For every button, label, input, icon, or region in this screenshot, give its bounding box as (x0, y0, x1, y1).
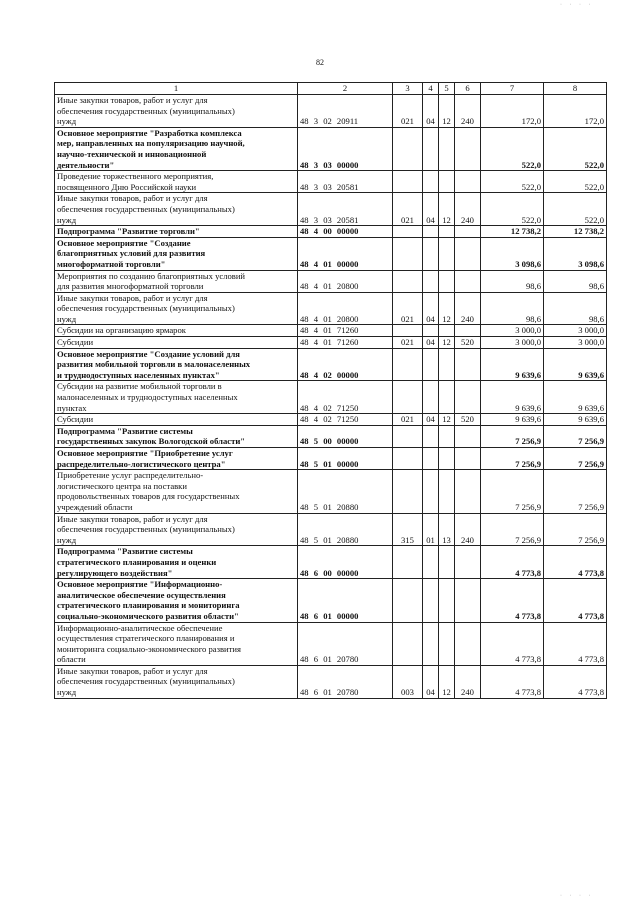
item-name-line: Субсидии (57, 337, 94, 348)
cell-amount-7: 7 256,9 (481, 448, 544, 470)
cell-col-5 (439, 348, 455, 381)
cell-amount-8: 3 000,0 (544, 325, 607, 337)
cell-code: 48 6 00 00000 (298, 546, 393, 579)
cell-item-name (55, 513, 298, 546)
table-row (55, 226, 607, 238)
cell-col-6 (455, 546, 481, 579)
cell-col-6 (455, 270, 481, 292)
cell-col-4 (423, 325, 439, 337)
item-name-line: посвященного Дню Российской науки (57, 181, 197, 192)
cell-item-name (55, 127, 298, 170)
item-name-line: благоприятных условий для развития (57, 248, 206, 259)
cell-code: 48 4 00 00000 (298, 226, 393, 238)
cell-item-name (55, 348, 298, 381)
cell-amount-7: 3 000,0 (481, 325, 544, 337)
item-name-line: обеспечения государственных (муниципальных) (57, 524, 235, 535)
cell-item-name (55, 292, 298, 325)
header-col-6: 6 (455, 83, 481, 95)
item-name-line: нужд (57, 534, 77, 545)
cell-col-6: 520 (455, 337, 481, 349)
item-name-line: Иные закупки товаров, работ и услуг для (57, 513, 208, 524)
cell-amount-8: 522,0 (544, 171, 607, 193)
item-name-line: Основное мероприятие "Информационно- (57, 579, 223, 590)
item-name-line: стратегического планирования и мониторинга (57, 600, 240, 611)
cell-col-5: 13 (439, 513, 455, 546)
cell-col-4: 04 (423, 337, 439, 349)
cell-item-name (55, 448, 298, 470)
cell-item-name (55, 470, 298, 513)
cell-amount-8: 522,0 (544, 193, 607, 226)
item-name-line: малонаселенных и труднодоступных населенных (57, 392, 238, 403)
cell-code: 48 3 02 20911 (298, 95, 393, 128)
item-name-line: Информационно-аналитическое обеспечение (57, 622, 223, 633)
cell-col-4 (423, 579, 439, 622)
cell-item-name (55, 270, 298, 292)
cell-amount-7: 12 738,2 (481, 226, 544, 238)
cell-amount-8: 4 773,8 (544, 546, 607, 579)
item-name-line: обеспечения государственных (муниципальных) (57, 105, 235, 116)
cell-col-4: 04 (423, 414, 439, 426)
table-row (55, 95, 607, 128)
cell-col-3 (393, 127, 423, 170)
cell-item-name (55, 579, 298, 622)
cell-amount-7: 522,0 (481, 127, 544, 170)
page-number: 82 (316, 58, 324, 67)
cell-col-3: 021 (393, 414, 423, 426)
cell-col-6: 240 (455, 95, 481, 128)
cell-amount-7: 3 098,6 (481, 237, 544, 270)
cell-col-3: 021 (393, 292, 423, 325)
cell-col-6: 520 (455, 414, 481, 426)
cell-col-6: 240 (455, 665, 481, 698)
cell-col-6 (455, 579, 481, 622)
cell-col-5 (439, 579, 455, 622)
item-name-line: и труднодоступных населенных пунктах" (57, 369, 220, 380)
item-name-line: пунктах (57, 402, 87, 413)
cell-col-4 (423, 348, 439, 381)
item-name-line: Основное мероприятие "Разработка комплекса (57, 127, 242, 138)
header-col-4: 4 (423, 83, 439, 95)
item-name-line: Субсидии на развитие мобильной торговли в (57, 381, 222, 392)
table-row (55, 337, 607, 349)
item-name-line: Подпрограмма "Развитие системы (57, 546, 193, 557)
cell-item-name (55, 381, 298, 414)
header-col-2: 2 (298, 83, 393, 95)
item-name-line: стратегического планирования и оценки (57, 556, 217, 567)
cell-col-6 (455, 425, 481, 447)
header-col-8: 8 (544, 83, 607, 95)
table-row (55, 193, 607, 226)
item-name-line: научно-технической и инновационной (57, 148, 207, 159)
cell-item-name (55, 622, 298, 665)
cell-amount-7: 4 773,8 (481, 546, 544, 579)
cell-item-name (55, 226, 298, 238)
cell-col-6 (455, 381, 481, 414)
header-col-5: 5 (439, 83, 455, 95)
item-name-line: Иные закупки товаров, работ и услуг для (57, 292, 208, 303)
cell-code: 48 5 01 00000 (298, 448, 393, 470)
cell-col-3 (393, 226, 423, 238)
cell-amount-7: 172,0 (481, 95, 544, 128)
item-name-line: государственных закупок Вологодской области" (57, 436, 246, 447)
cell-col-6 (455, 622, 481, 665)
cell-col-3 (393, 270, 423, 292)
cell-col-3: 021 (393, 337, 423, 349)
cell-item-name (55, 171, 298, 193)
table-row (55, 414, 607, 426)
cell-item-name (55, 414, 298, 426)
item-name-line: нужд (57, 214, 77, 225)
cell-col-5 (439, 237, 455, 270)
cell-item-name (55, 193, 298, 226)
cell-col-4 (423, 622, 439, 665)
table-row (55, 348, 607, 381)
table-row (55, 325, 607, 337)
cell-col-4: 04 (423, 193, 439, 226)
table-row (55, 448, 607, 470)
item-name-line: обеспечения государственных (муниципальных) (57, 203, 235, 214)
cell-col-5 (439, 470, 455, 513)
cell-code: 48 5 00 00000 (298, 425, 393, 447)
cell-code: 48 4 01 20800 (298, 292, 393, 325)
cell-code: 48 4 01 00000 (298, 237, 393, 270)
cell-amount-7: 7 256,9 (481, 470, 544, 513)
item-name-line: области (57, 654, 86, 665)
cell-col-4 (423, 546, 439, 579)
item-name-line: многоформатной торговли" (57, 258, 166, 269)
cell-code: 48 5 01 20880 (298, 513, 393, 546)
cell-amount-8: 98,6 (544, 270, 607, 292)
cell-col-5 (439, 546, 455, 579)
cell-col-3 (393, 325, 423, 337)
cell-col-5 (439, 270, 455, 292)
cell-col-3 (393, 622, 423, 665)
cell-col-6 (455, 127, 481, 170)
item-name-line: для развития многоформатной торговли (57, 281, 204, 292)
cell-item-name (55, 546, 298, 579)
cell-col-6 (455, 226, 481, 238)
cell-col-3 (393, 171, 423, 193)
table-row (55, 470, 607, 513)
item-name-line: учреждений области (57, 501, 133, 512)
cell-col-3: 315 (393, 513, 423, 546)
cell-item-name (55, 337, 298, 349)
cell-amount-8: 12 738,2 (544, 226, 607, 238)
item-name-line: нужд (57, 313, 77, 324)
cell-amount-8: 9 639,6 (544, 348, 607, 381)
cell-col-4 (423, 270, 439, 292)
cell-code: 48 3 03 20581 (298, 193, 393, 226)
cell-col-4 (423, 127, 439, 170)
cell-col-3 (393, 425, 423, 447)
item-name-line: социально-экономического развития области" (57, 610, 239, 621)
cell-col-3: 021 (393, 193, 423, 226)
cell-col-4: 04 (423, 292, 439, 325)
cell-col-3 (393, 348, 423, 381)
cell-col-5 (439, 226, 455, 238)
cell-amount-8: 7 256,9 (544, 448, 607, 470)
item-name-line: мониторинга социально-экономического развития (57, 643, 241, 654)
cell-col-3 (393, 448, 423, 470)
item-name-line: нужд (57, 687, 77, 698)
item-name-line: аналитическое обеспечение осуществления (57, 589, 226, 600)
cell-code: 48 4 01 71260 (298, 337, 393, 349)
cell-amount-7: 522,0 (481, 171, 544, 193)
cell-amount-7: 9 639,6 (481, 414, 544, 426)
cell-code: 48 3 03 20581 (298, 171, 393, 193)
cell-col-5 (439, 325, 455, 337)
cell-col-6: 240 (455, 193, 481, 226)
item-name-line: нужд (57, 116, 77, 127)
scan-mark-bottom: · · · · (560, 893, 594, 899)
item-name-line: продовольственных товаров для государственных (57, 491, 240, 502)
cell-code: 48 6 01 20780 (298, 665, 393, 698)
cell-item-name (55, 325, 298, 337)
cell-col-4 (423, 237, 439, 270)
cell-amount-8: 522,0 (544, 127, 607, 170)
item-name-line: деятельности" (57, 159, 115, 170)
budget-table (54, 82, 607, 699)
cell-col-6: 240 (455, 292, 481, 325)
table-row (55, 292, 607, 325)
item-name-line: Субсидии на организацию ярмарок (57, 325, 186, 336)
cell-code: 48 5 01 20880 (298, 470, 393, 513)
cell-amount-7: 98,6 (481, 270, 544, 292)
cell-col-3 (393, 237, 423, 270)
table-header-row (55, 83, 607, 95)
cell-code: 48 4 01 20800 (298, 270, 393, 292)
item-name-line: Основное мероприятие "Создание условий для (57, 348, 240, 359)
item-name-line: Основное мероприятие "Создание (57, 237, 191, 248)
item-name-line: Приобретение услуг распределительно- (57, 470, 204, 481)
cell-col-5: 12 (439, 193, 455, 226)
item-name-line: осуществления стратегического планирования и (57, 633, 235, 644)
item-name-line: Основное мероприятие "Приобретение услуг (57, 448, 233, 458)
cell-col-5: 12 (439, 292, 455, 325)
cell-amount-8: 7 256,9 (544, 513, 607, 546)
table-row (55, 171, 607, 193)
cell-item-name (55, 425, 298, 447)
cell-amount-8: 4 773,8 (544, 665, 607, 698)
item-name-line: мер, направленных на популяризацию научной, (57, 138, 245, 149)
item-name-line: развития мобильной торговли в малонаселенных (57, 359, 251, 370)
cell-amount-7: 3 000,0 (481, 337, 544, 349)
cell-col-5: 12 (439, 95, 455, 128)
item-name-line: Подпрограмма "Развитие системы (57, 425, 193, 436)
cell-col-5 (439, 127, 455, 170)
item-name-line: Мероприятия по созданию благоприятных условий (57, 270, 246, 281)
header-col-7: 7 (481, 83, 544, 95)
item-name-line: распределительно-логистического центра" (57, 458, 226, 469)
cell-amount-7: 4 773,8 (481, 622, 544, 665)
cell-col-4 (423, 381, 439, 414)
cell-col-4: 04 (423, 95, 439, 128)
table-row (55, 665, 607, 698)
cell-amount-7: 98,6 (481, 292, 544, 325)
cell-amount-8: 9 639,6 (544, 414, 607, 426)
cell-col-3: 003 (393, 665, 423, 698)
cell-amount-8: 172,0 (544, 95, 607, 128)
cell-item-name (55, 95, 298, 128)
cell-col-5: 12 (439, 665, 455, 698)
table-row (55, 546, 607, 579)
cell-amount-8: 3 000,0 (544, 337, 607, 349)
scan-mark-top: · · · · (560, 2, 594, 8)
item-name-line: Проведение торжественного мероприятия, (57, 171, 214, 182)
item-name-line: Подпрограмма "Развитие торговли" (57, 226, 200, 237)
cell-col-4 (423, 171, 439, 193)
cell-col-4 (423, 470, 439, 513)
header-col-1: 1 (55, 83, 298, 95)
cell-col-6 (455, 348, 481, 381)
cell-col-6 (455, 237, 481, 270)
cell-col-4: 04 (423, 665, 439, 698)
item-name-line: Иные закупки товаров, работ и услуг для (57, 193, 208, 204)
cell-code: 48 4 02 00000 (298, 348, 393, 381)
cell-amount-7: 9 639,6 (481, 348, 544, 381)
cell-col-5 (439, 425, 455, 447)
cell-amount-7: 7 256,9 (481, 425, 544, 447)
cell-amount-8: 7 256,9 (544, 470, 607, 513)
cell-amount-8: 3 098,6 (544, 237, 607, 270)
item-name-line: обеспечения государственных (муниципальных) (57, 303, 235, 314)
cell-col-6 (455, 470, 481, 513)
cell-code: 48 3 03 00000 (298, 127, 393, 170)
cell-amount-7: 7 256,9 (481, 513, 544, 546)
cell-col-3 (393, 579, 423, 622)
table-row (55, 270, 607, 292)
table-row (55, 425, 607, 447)
cell-col-5 (439, 448, 455, 470)
item-name-line: Иные закупки товаров, работ и услуг для (57, 665, 208, 676)
item-name-line: Субсидии (57, 414, 94, 425)
cell-amount-7: 9 639,6 (481, 381, 544, 414)
cell-col-6 (455, 448, 481, 470)
cell-col-4 (423, 226, 439, 238)
table-row (55, 622, 607, 665)
cell-item-name (55, 665, 298, 698)
cell-col-3: 021 (393, 95, 423, 128)
table-row (55, 127, 607, 170)
cell-col-3 (393, 470, 423, 513)
cell-col-5 (439, 622, 455, 665)
cell-col-6: 240 (455, 513, 481, 546)
cell-col-4 (423, 448, 439, 470)
cell-amount-8: 9 639,6 (544, 381, 607, 414)
item-name-line: регулирующего воздействия" (57, 567, 173, 578)
cell-col-6 (455, 325, 481, 337)
cell-col-3 (393, 546, 423, 579)
cell-col-5 (439, 171, 455, 193)
cell-code: 48 6 01 20780 (298, 622, 393, 665)
cell-col-4: 01 (423, 513, 439, 546)
cell-amount-7: 4 773,8 (481, 579, 544, 622)
cell-amount-8: 7 256,9 (544, 425, 607, 447)
cell-amount-8: 4 773,8 (544, 579, 607, 622)
table-row (55, 237, 607, 270)
cell-col-5 (439, 381, 455, 414)
table-row (55, 579, 607, 622)
table-row (55, 513, 607, 546)
cell-code: 48 4 02 71250 (298, 414, 393, 426)
cell-code: 48 4 02 71250 (298, 381, 393, 414)
cell-amount-8: 98,6 (544, 292, 607, 325)
cell-amount-7: 4 773,8 (481, 665, 544, 698)
cell-amount-8: 4 773,8 (544, 622, 607, 665)
item-name-line: логистического центра на поставки (57, 480, 187, 491)
header-col-3: 3 (393, 83, 423, 95)
cell-col-4 (423, 425, 439, 447)
cell-col-6 (455, 171, 481, 193)
cell-code: 48 6 01 00000 (298, 579, 393, 622)
item-name-line: Иные закупки товаров, работ и услуг для (57, 95, 208, 105)
cell-col-5: 12 (439, 414, 455, 426)
item-name-line: обеспечения государственных (муниципальных) (57, 676, 235, 687)
cell-col-5: 12 (439, 337, 455, 349)
cell-item-name (55, 237, 298, 270)
table-row (55, 381, 607, 414)
cell-col-3 (393, 381, 423, 414)
cell-amount-7: 522,0 (481, 193, 544, 226)
cell-code: 48 4 01 71260 (298, 325, 393, 337)
